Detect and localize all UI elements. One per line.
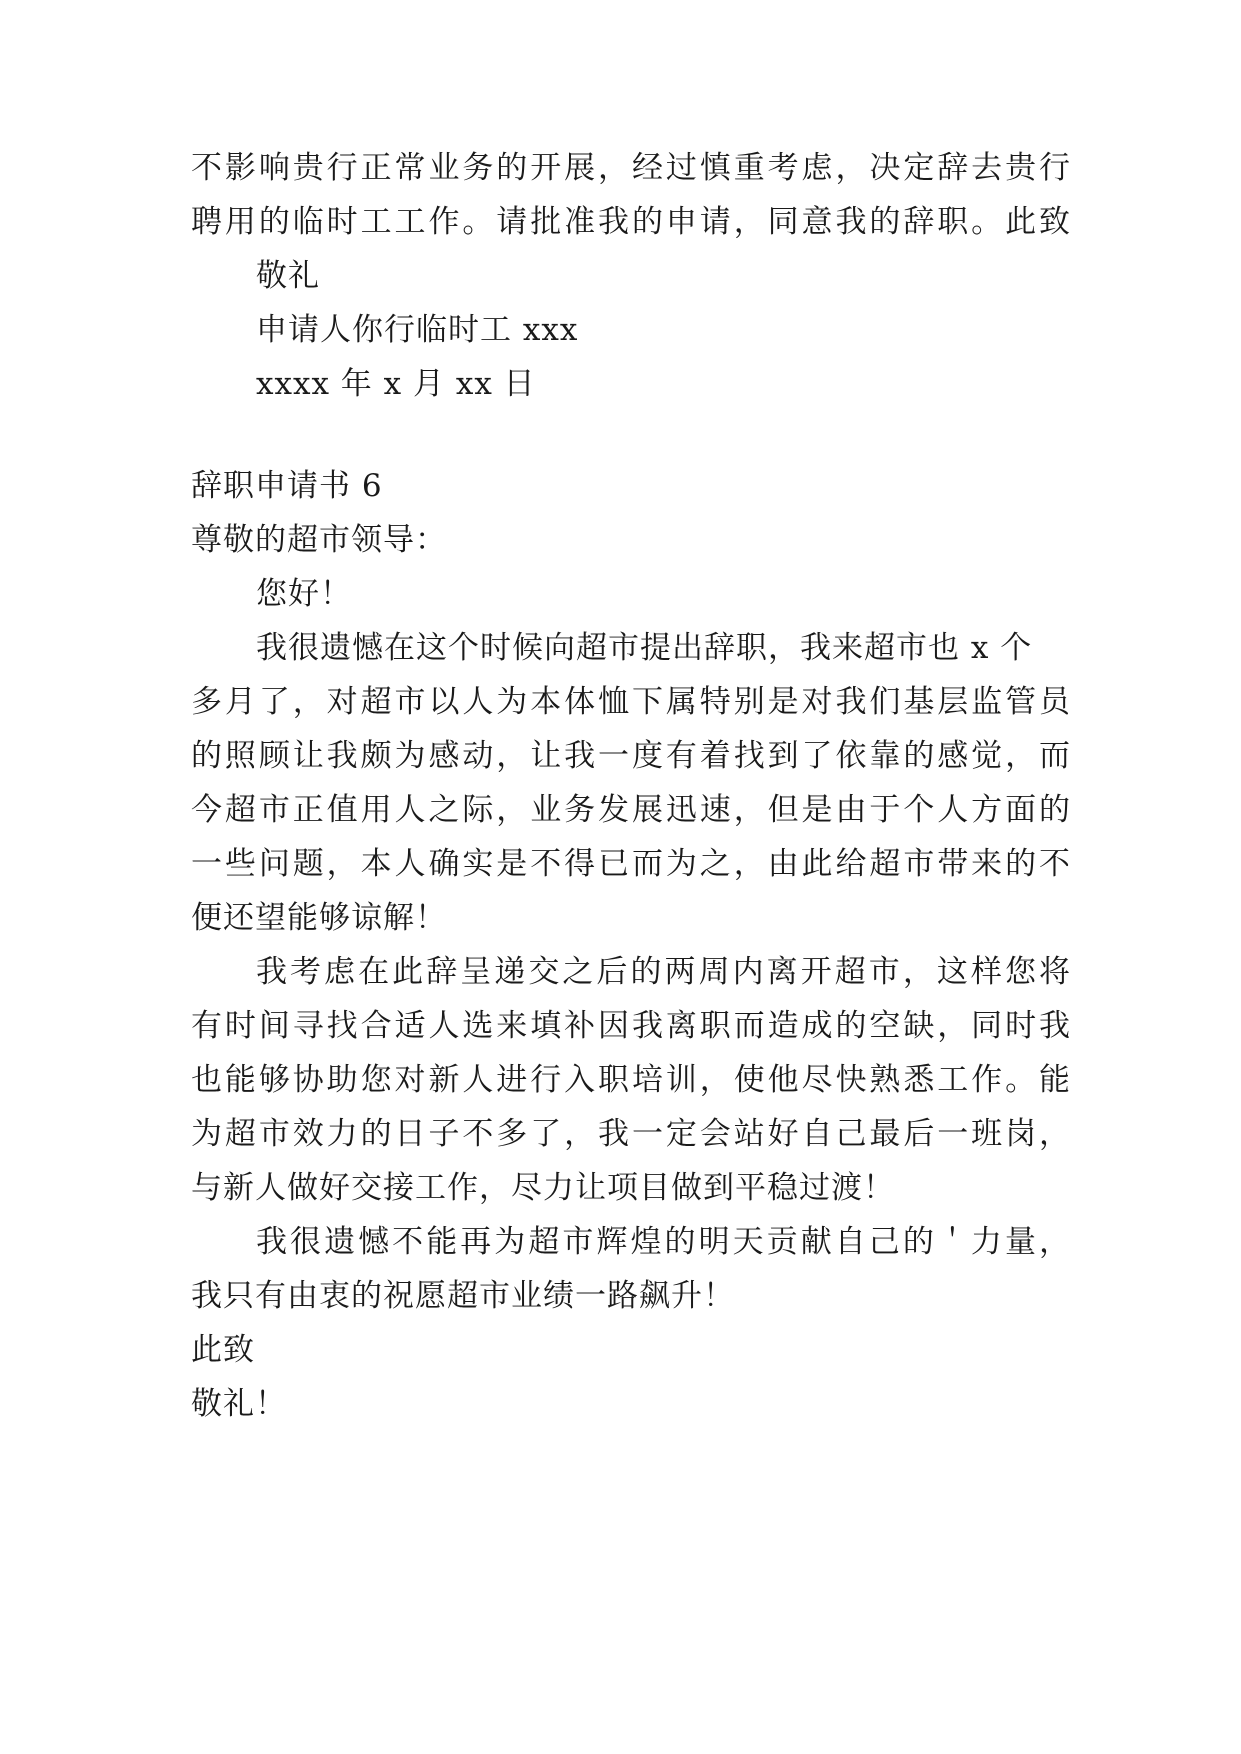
letter-greeting: 尊敬的超市领导： [191, 522, 447, 558]
closing-jingli: 敬礼！ [191, 1386, 287, 1422]
letter-hello: 您好！ [256, 576, 352, 612]
body-line-2: 聘用的临时工工作。请批准我的申请，同意我的辞职。此致 [191, 204, 1071, 240]
paragraph-1-line-5: 一些问题，本人确实是不得已而为之，由此给超市带来的不 [191, 846, 1071, 882]
paragraph-3-line-2: 我只有由衷的祝愿超市业绩一路飙升！ [191, 1278, 735, 1314]
paragraph-1-line-1: 我很遗憾在这个时候向超市提出辞职，我来超市也 x 个 [256, 630, 1033, 666]
paragraph-2-line-2: 有时间寻找合适人选来填补因我离职而造成的空缺，同时我 [191, 1008, 1071, 1044]
letter-date: xxxx 年 x 月 xx 日 [256, 366, 536, 402]
applicant-signature: 申请人你行临时工 xxx [256, 312, 579, 348]
paragraph-2-line-5: 与新人做好交接工作，尽力让项目做到平稳过渡！ [191, 1170, 895, 1206]
paragraph-2-line-4: 为超市效力的日子不多了，我一定会站好自己最后一班岗， [191, 1116, 1071, 1152]
paragraph-3-line-1: 我很遗憾不能再为超市辉煌的明天贡献自己的＇力量， [256, 1224, 1071, 1260]
paragraph-1-line-3: 的照顾让我颇为感动，让我一度有着找到了依靠的感觉，而 [191, 738, 1071, 774]
paragraph-1-line-4: 今超市正值用人之际，业务发展迅速，但是由于个人方面的 [191, 792, 1071, 828]
paragraph-2-line-1: 我考虑在此辞呈递交之后的两周内离开超市，这样您将 [256, 954, 1071, 990]
body-line-1: 不影响贵行正常业务的开展，经过慎重考虑，决定辞去贵行 [191, 150, 1071, 186]
paragraph-1-line-6: 便还望能够谅解！ [191, 900, 447, 936]
paragraph-2-line-3: 也能够协助您对新人进行入职培训，使他尽快熟悉工作。能 [191, 1062, 1071, 1098]
closing-salutation: 敬礼 [256, 258, 320, 294]
paragraph-1-line-2: 多月了，对超市以人为本体恤下属特别是对我们基层监管员 [191, 684, 1071, 720]
section-title: 辞职申请书 6 [191, 468, 383, 504]
closing-cizhi: 此致 [191, 1332, 255, 1368]
